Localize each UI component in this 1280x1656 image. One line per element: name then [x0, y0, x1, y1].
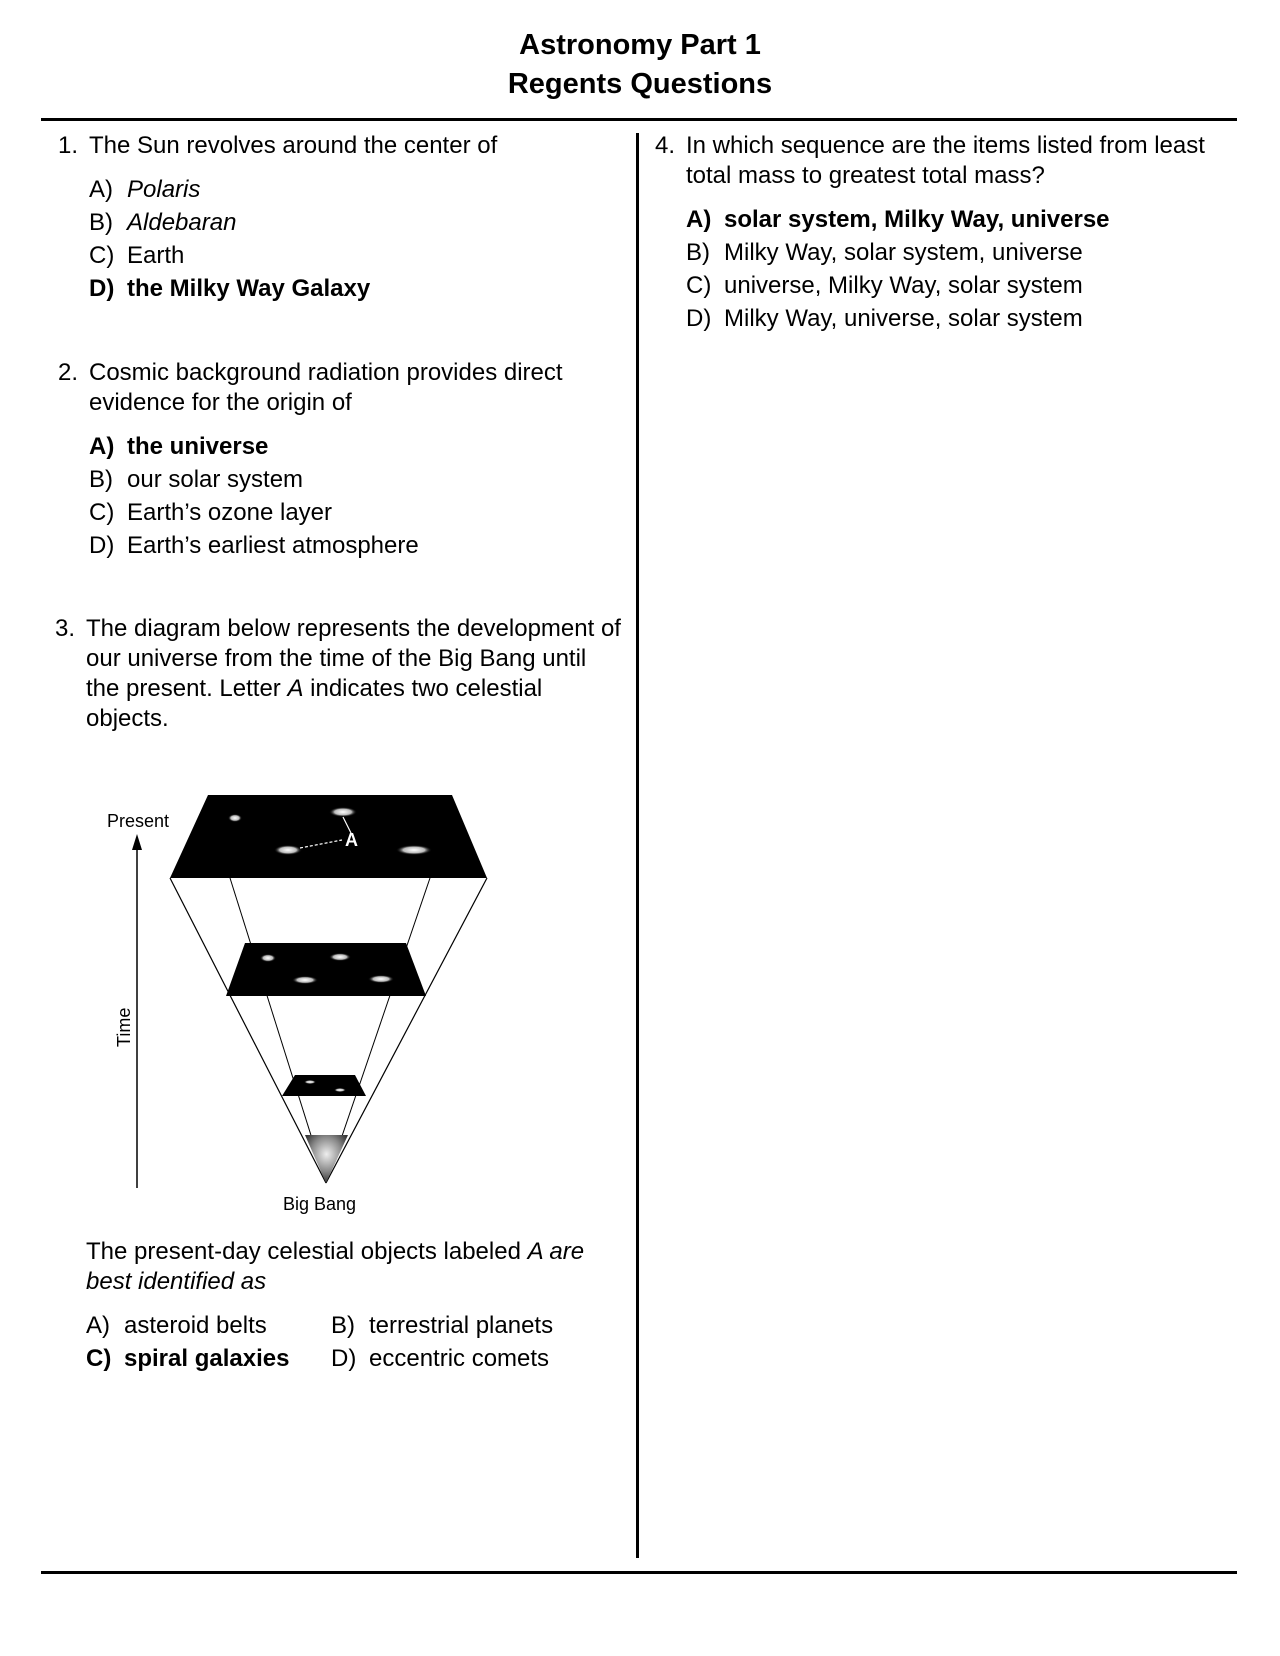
option-c[interactable]: C) universe, Milky Way, solar system [686, 269, 1231, 302]
column-divider [636, 133, 639, 1558]
big-bang-burst [305, 1135, 348, 1183]
question-stem: Cosmic background radiation provides direct evidence for the origin of [89, 359, 563, 416]
option-d-correct[interactable]: D) the Milky Way Galaxy [89, 272, 609, 305]
option-a[interactable]: A) asteroid belts [86, 1309, 331, 1342]
page-title [0, 26, 1280, 104]
galaxy-icon [329, 953, 351, 961]
option-text: Earth’s earliest atmosphere [127, 532, 419, 559]
question-2 [58, 358, 609, 562]
option-text: Earth’s ozone layer [127, 499, 333, 526]
answer-options [86, 1309, 626, 1375]
question-stem: The diagram below represents the development of our universe from the time of the Big Bang until the present. Letter A indicates two celestial objects. [86, 615, 621, 732]
option-text: the Milky Way Galaxy [127, 275, 371, 302]
option-b[interactable]: B) terrestrial planets [331, 1309, 591, 1342]
option-d[interactable]: D) eccentric comets [331, 1342, 591, 1375]
galaxy-icon [304, 1080, 316, 1084]
question-number: 2. [58, 359, 79, 386]
title-line-2: Regents Questions [507, 68, 773, 100]
option-a[interactable]: A) Polaris [89, 173, 609, 206]
option-b[interactable]: B) Milky Way, solar system, universe [686, 236, 1231, 269]
answer-options [89, 173, 609, 305]
option-text: eccentric comets [369, 1345, 550, 1372]
option-c[interactable]: C) Earth’s ozone layer [89, 496, 609, 529]
option-text: asteroid belts [124, 1312, 267, 1339]
option-text: Milky Way, solar system, universe [724, 239, 1083, 266]
label-big-bang: Big Bang [283, 1194, 357, 1214]
question-1 [58, 131, 609, 305]
question-stem: The Sun revolves around the center of [89, 132, 498, 159]
option-b[interactable]: B) our solar system [89, 463, 609, 496]
middle-slab [226, 943, 426, 996]
option-text: spiral galaxies [124, 1345, 290, 1372]
bottom-divider [41, 1571, 1237, 1574]
option-d[interactable]: D) Milky Way, universe, solar system [686, 302, 1231, 335]
galaxy-icon [228, 814, 242, 822]
question-3 [55, 614, 626, 734]
label-present: Present [107, 811, 170, 831]
galaxy-icon [292, 976, 318, 984]
galaxy-icon [396, 845, 432, 855]
option-text: our solar system [127, 466, 304, 493]
cone-right-edge [326, 878, 487, 1183]
question-number: 1. [58, 132, 79, 159]
label-a: A [345, 830, 358, 850]
galaxy-icon [329, 807, 357, 817]
galaxy-icon [274, 845, 302, 855]
cone-left-edge [170, 878, 326, 1183]
question-number: 3. [55, 615, 76, 642]
option-text: universe, Milky Way, solar system [724, 272, 1083, 299]
answer-options [686, 203, 1231, 335]
question-4 [655, 131, 1231, 335]
early-slab [282, 1075, 366, 1096]
present-slab [170, 795, 487, 878]
label-time: Time [114, 1007, 134, 1047]
option-a-correct[interactable]: A) solar system, Milky Way, universe [686, 203, 1231, 236]
option-text: the universe [127, 433, 269, 460]
time-axis-arrow [132, 834, 142, 850]
option-text: Earth [127, 242, 185, 269]
option-text: terrestrial planets [369, 1312, 554, 1339]
option-c[interactable]: C) Earth [89, 239, 609, 272]
question-3-prompt [86, 1237, 626, 1375]
option-text: Aldebaran [127, 209, 237, 236]
option-text: Polaris [127, 176, 201, 203]
galaxy-icon [368, 975, 394, 983]
question-number: 4. [655, 132, 676, 159]
question-stem: In which sequence are the items listed from least total mass to greatest total mass? [686, 132, 1205, 189]
answer-options [89, 430, 609, 562]
top-divider [41, 118, 1237, 121]
option-b[interactable]: B) Aldebaran [89, 206, 609, 239]
title-line-1: Astronomy Part 1 [519, 29, 761, 61]
option-d[interactable]: D) Earth’s earliest atmosphere [89, 529, 609, 562]
big-bang-expansion-diagram [100, 790, 500, 1220]
option-text: Milky Way, universe, solar system [724, 305, 1083, 332]
galaxy-icon [260, 954, 276, 962]
galaxy-icon [334, 1088, 346, 1092]
option-a-correct[interactable]: A) the universe [89, 430, 609, 463]
option-text: solar system, Milky Way, universe [724, 206, 1110, 233]
question-followup: The present-day celestial objects labeled A are best identified as [86, 1238, 585, 1295]
option-c-correct[interactable]: C) spiral galaxies [86, 1342, 331, 1375]
